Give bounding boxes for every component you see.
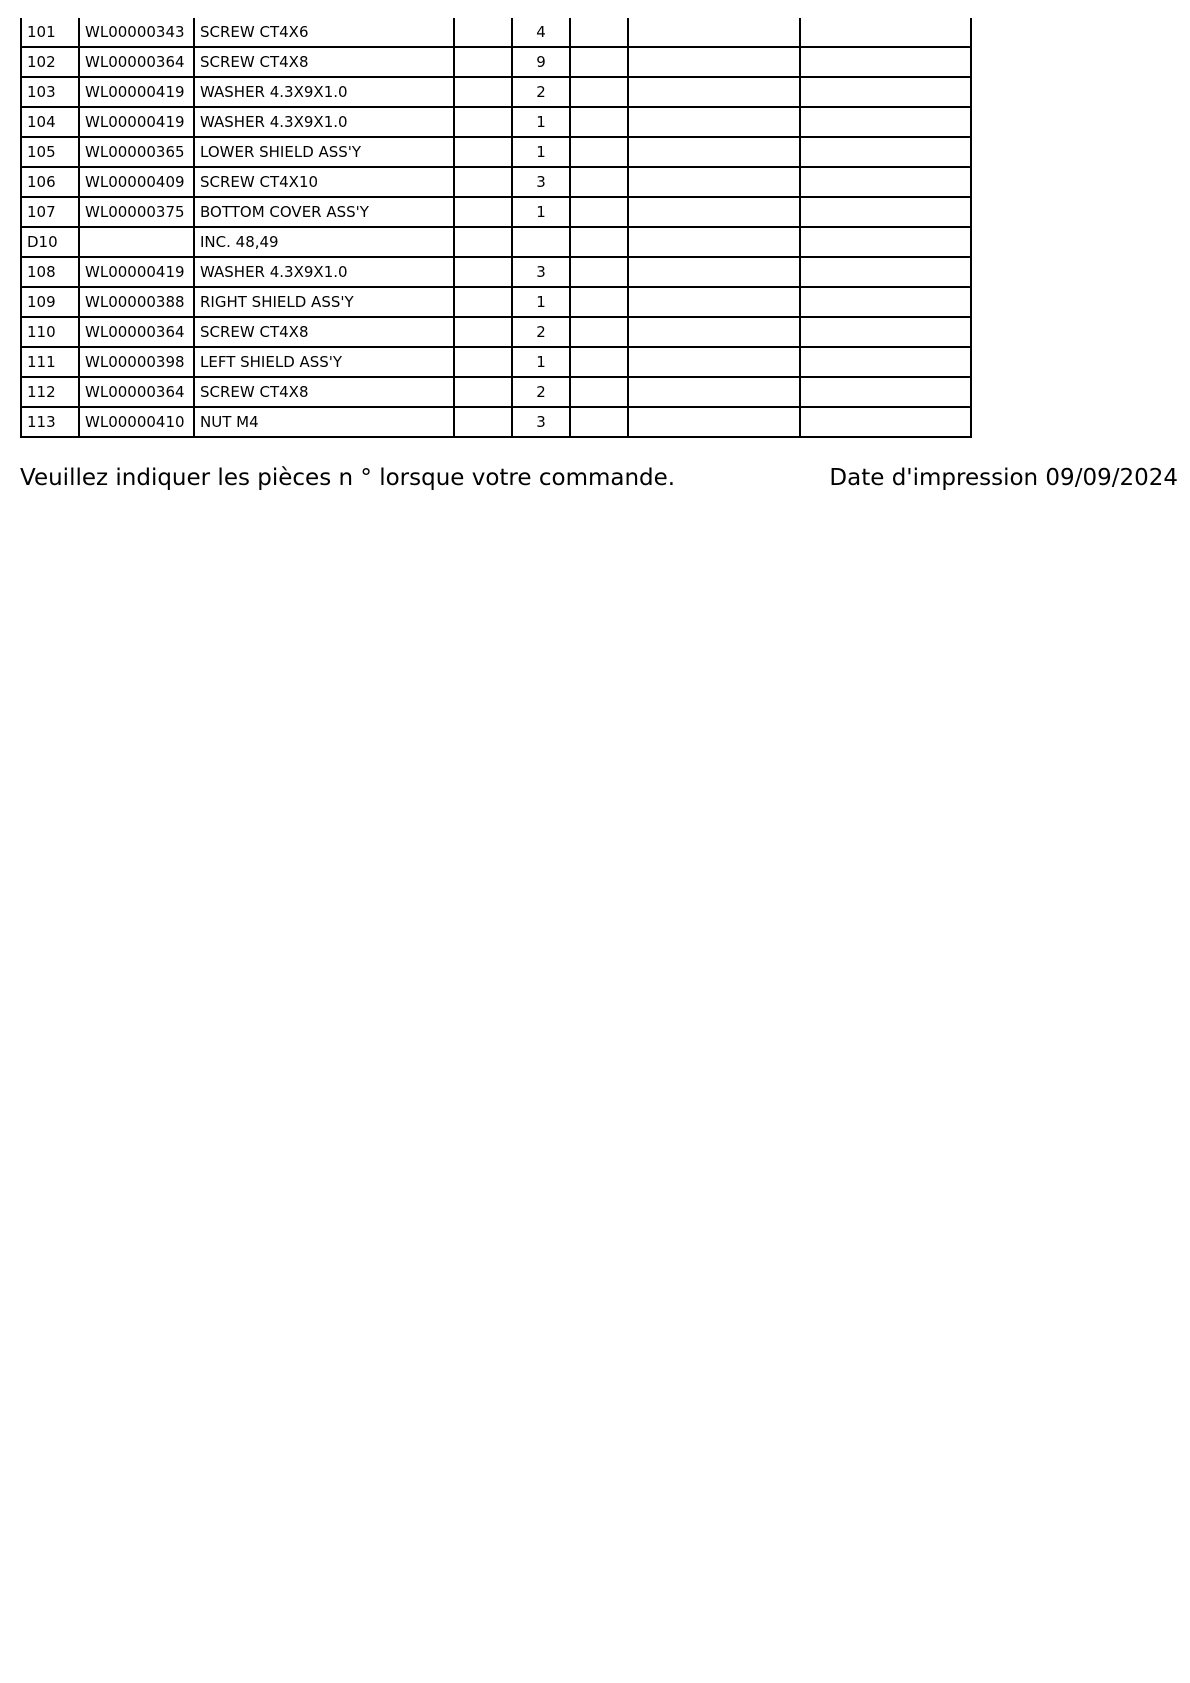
empty-cell	[800, 47, 971, 77]
table-row	[21, 287, 971, 317]
part-code-cell: WL00000419	[79, 107, 194, 137]
empty-cell	[454, 227, 512, 257]
empty-cell	[628, 227, 800, 257]
empty-cell	[570, 407, 628, 437]
quantity-cell: 1	[512, 287, 570, 317]
part-description-cell: SCREW CT4X8	[194, 317, 454, 347]
empty-cell	[454, 407, 512, 437]
empty-cell	[454, 287, 512, 317]
empty-cell	[454, 107, 512, 137]
quantity-cell: 9	[512, 47, 570, 77]
empty-cell	[454, 77, 512, 107]
empty-cell	[570, 287, 628, 317]
empty-cell	[800, 257, 971, 287]
quantity-cell: 2	[512, 77, 570, 107]
part-description-cell: WASHER 4.3X9X1.0	[194, 257, 454, 287]
empty-cell	[454, 377, 512, 407]
quantity-cell: 3	[512, 167, 570, 197]
part-number-cell: 112	[21, 377, 79, 407]
quantity-cell: 4	[512, 18, 570, 47]
empty-cell	[454, 167, 512, 197]
empty-cell	[800, 407, 971, 437]
quantity-cell: 2	[512, 377, 570, 407]
print-date: Date d'impression 09/09/2024	[829, 465, 1178, 491]
empty-cell	[570, 167, 628, 197]
empty-cell	[454, 347, 512, 377]
empty-cell	[570, 257, 628, 287]
part-number-cell: 113	[21, 407, 79, 437]
part-description-cell: WASHER 4.3X9X1.0	[194, 107, 454, 137]
part-description-cell: SCREW CT4X8	[194, 47, 454, 77]
part-number-cell: D10	[21, 227, 79, 257]
empty-cell	[570, 197, 628, 227]
empty-cell	[570, 347, 628, 377]
part-number-cell: 104	[21, 107, 79, 137]
empty-cell	[570, 317, 628, 347]
empty-cell	[570, 227, 628, 257]
empty-cell	[570, 137, 628, 167]
empty-cell	[628, 47, 800, 77]
part-code-cell: WL00000364	[79, 47, 194, 77]
part-code-cell: WL00000410	[79, 407, 194, 437]
empty-cell	[800, 317, 971, 347]
empty-cell	[454, 317, 512, 347]
empty-cell	[570, 47, 628, 77]
part-code-cell: WL00000419	[79, 77, 194, 107]
part-number-cell: 109	[21, 287, 79, 317]
empty-cell	[628, 407, 800, 437]
quantity-cell: 3	[512, 407, 570, 437]
part-code-cell: WL00000364	[79, 317, 194, 347]
empty-cell	[800, 287, 971, 317]
empty-cell	[454, 257, 512, 287]
quantity-cell	[512, 227, 570, 257]
part-number-cell: 107	[21, 197, 79, 227]
part-number-cell: 102	[21, 47, 79, 77]
quantity-cell: 1	[512, 137, 570, 167]
part-code-cell	[79, 227, 194, 257]
empty-cell	[800, 18, 971, 47]
empty-cell	[570, 77, 628, 107]
part-description-cell: RIGHT SHIELD ASS'Y	[194, 287, 454, 317]
table-row	[21, 18, 971, 47]
empty-cell	[628, 257, 800, 287]
table-row	[21, 77, 971, 107]
part-number-cell: 101	[21, 18, 79, 47]
quantity-cell: 1	[512, 107, 570, 137]
empty-cell	[800, 227, 971, 257]
part-code-cell: WL00000388	[79, 287, 194, 317]
table-row	[21, 227, 971, 257]
empty-cell	[800, 167, 971, 197]
empty-cell	[628, 18, 800, 47]
table-row	[21, 347, 971, 377]
part-description-cell: INC. 48,49	[194, 227, 454, 257]
part-code-cell: WL00000375	[79, 197, 194, 227]
table-row	[21, 197, 971, 227]
table-row	[21, 377, 971, 407]
part-number-cell: 103	[21, 77, 79, 107]
quantity-cell: 2	[512, 317, 570, 347]
table-row	[21, 107, 971, 137]
part-number-cell: 111	[21, 347, 79, 377]
empty-cell	[628, 287, 800, 317]
empty-cell	[628, 107, 800, 137]
part-description-cell: NUT M4	[194, 407, 454, 437]
empty-cell	[570, 377, 628, 407]
part-code-cell: WL00000343	[79, 18, 194, 47]
part-description-cell: SCREW CT4X6	[194, 18, 454, 47]
empty-cell	[628, 347, 800, 377]
part-code-cell: WL00000419	[79, 257, 194, 287]
empty-cell	[800, 77, 971, 107]
empty-cell	[628, 317, 800, 347]
part-number-cell: 105	[21, 137, 79, 167]
table-row	[21, 137, 971, 167]
table-row	[21, 407, 971, 437]
empty-cell	[628, 137, 800, 167]
part-code-cell: WL00000365	[79, 137, 194, 167]
part-number-cell: 108	[21, 257, 79, 287]
table-row	[21, 167, 971, 197]
table-row	[21, 47, 971, 77]
empty-cell	[800, 377, 971, 407]
empty-cell	[628, 377, 800, 407]
empty-cell	[454, 47, 512, 77]
parts-table-body	[21, 18, 971, 437]
part-number-cell: 110	[21, 317, 79, 347]
table-row	[21, 317, 971, 347]
parts-table	[20, 18, 972, 438]
part-code-cell: WL00000364	[79, 377, 194, 407]
part-description-cell: LOWER SHIELD ASS'Y	[194, 137, 454, 167]
empty-cell	[570, 18, 628, 47]
part-description-cell: LEFT SHIELD ASS'Y	[194, 347, 454, 377]
part-code-cell: WL00000409	[79, 167, 194, 197]
empty-cell	[628, 77, 800, 107]
page-footer	[20, 462, 1178, 494]
empty-cell	[628, 167, 800, 197]
empty-cell	[454, 197, 512, 227]
empty-cell	[454, 18, 512, 47]
quantity-cell: 1	[512, 347, 570, 377]
empty-cell	[800, 347, 971, 377]
part-description-cell: SCREW CT4X10	[194, 167, 454, 197]
part-number-cell: 106	[21, 167, 79, 197]
empty-cell	[628, 197, 800, 227]
part-description-cell: SCREW CT4X8	[194, 377, 454, 407]
order-note: Veuillez indiquer les pièces n ° lorsque votre commande.	[20, 465, 676, 491]
part-description-cell: WASHER 4.3X9X1.0	[194, 77, 454, 107]
table-row	[21, 257, 971, 287]
quantity-cell: 1	[512, 197, 570, 227]
empty-cell	[570, 107, 628, 137]
part-code-cell: WL00000398	[79, 347, 194, 377]
empty-cell	[800, 137, 971, 167]
empty-cell	[800, 197, 971, 227]
part-description-cell: BOTTOM COVER ASS'Y	[194, 197, 454, 227]
empty-cell	[800, 107, 971, 137]
empty-cell	[454, 137, 512, 167]
quantity-cell: 3	[512, 257, 570, 287]
